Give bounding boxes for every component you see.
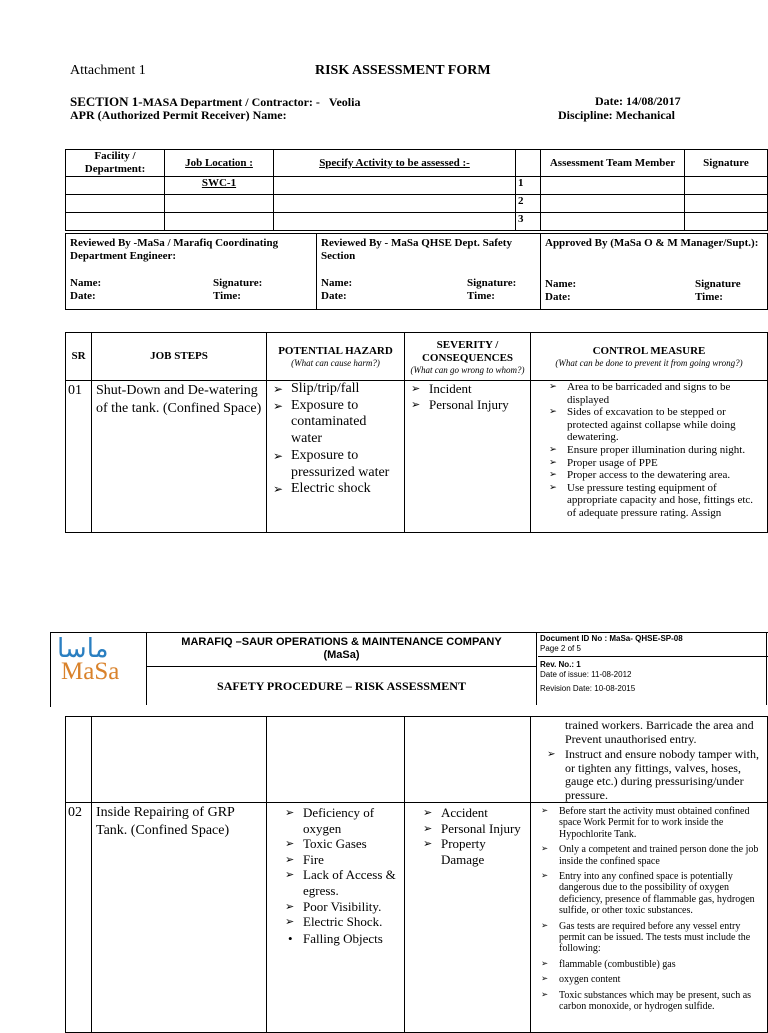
control-header-title: CONTROL MEASURE: [592, 345, 706, 357]
list-item: ➢ Before start the activity must obtained confined space Work Permit for to work inside the Hypochlorite Tank.: [539, 806, 765, 840]
time-label: Time:: [467, 290, 495, 302]
doc-id: Document ID No : MaSa- QHSE-SP-08: [540, 634, 683, 643]
list-item: ➢ Personal Injury: [421, 821, 526, 837]
continued-text: trained workers. Barricade the area and Prevent unauthorised entry.: [565, 718, 754, 746]
control-header-sub: (What can be done to prevent it from going wrong?): [555, 358, 743, 368]
list-item: ➢ Fire: [283, 852, 400, 868]
control-header: [531, 333, 768, 381]
list-item: ➢ Electric shock: [271, 481, 400, 498]
date-label: Date:: [545, 291, 571, 303]
team-header: Assessment Team Member: [541, 150, 685, 177]
list-item: ➢ Incident: [409, 381, 526, 397]
list-item: • Falling Objects: [283, 931, 400, 947]
attachment-label: Attachment 1: [70, 63, 146, 78]
signature-label: Signature:: [467, 277, 517, 289]
contractor-value: Veolia: [328, 95, 361, 109]
hazard-dot-list: [283, 931, 400, 947]
company-name: MARAFIQ –SAUR OPERATIONS & MAINTENANCE COMPANY: [181, 636, 502, 648]
logo-arabic: ماسا: [57, 634, 109, 664]
list-item: ➢ Gas tests are required before any vessel entry permit can be issued. The tests must include the following:: [539, 921, 765, 955]
activity-header: Specify Activity to be assessed :-: [274, 150, 516, 177]
control-cell: [531, 381, 768, 533]
name-label: Name:: [70, 277, 102, 289]
severity-header-sub: (What can go wrong to whom?): [410, 364, 525, 375]
apr-label: APR (Authorized Permit Receiver) Name:: [70, 108, 287, 122]
list-item: ➢ Use pressure testing equipment of appropriate capacity and hose, fittings etc. of adequate pressure rating. Assign: [547, 482, 763, 520]
company-box: [146, 633, 537, 667]
section-text: MASA Department / Contractor: -: [142, 95, 320, 109]
name-label: Name:: [545, 278, 577, 290]
approval-cell: [541, 234, 768, 310]
list-item: ➢ Accident: [421, 805, 526, 821]
hazard-header-title: POTENTIAL HAZARD: [278, 345, 393, 357]
review-table: [65, 233, 768, 310]
signature-label: Signature: [695, 278, 741, 290]
page-number: Page 2 of 5: [540, 644, 581, 653]
name-label: Name:: [321, 277, 353, 289]
list-item: ➢ Entry into any confined space is potentially dangerous due to the possibility of oxygen deficiency, presence of flammable gas, hydrogen sulfide, or other toxic substances.: [539, 871, 765, 917]
consequence-cell: [405, 803, 531, 1033]
row-number: 1: [516, 177, 541, 195]
rev-no: Rev. No.: 1: [540, 660, 581, 669]
list-item: ➢ Only a competent and trained person done the job inside the confined space: [539, 844, 765, 867]
list-item: ➢ Lack of Access & egress.: [283, 867, 400, 898]
list-item: ➢ Toxic Gases: [283, 836, 400, 852]
list-item: ➢ Personal Injury: [409, 397, 526, 413]
list-item: ➢ Instruct and ensure nobody tamper with, or tighten any fittings, valves, hoses, gauge etc.) during pressurising/under pressure.: [545, 748, 765, 802]
facility-header: Facility / Department:: [66, 150, 165, 177]
sr-cell: 01: [66, 381, 92, 533]
revision-date: Revision Date: 10-08-2015: [540, 684, 636, 693]
review-qhse-title: Reviewed By - MaSa QHSE Dept. Safety Section: [321, 237, 512, 262]
row-number: 3: [516, 213, 541, 231]
list-item: ➢ Proper usage of PPE: [547, 457, 763, 470]
job-step-cell: Inside Repairing of GRP Tank. (Confined Space): [92, 803, 267, 1033]
logo-latin: MaSa: [61, 658, 120, 685]
company-abbr: (MaSa): [323, 649, 360, 661]
consequence-list: [409, 381, 526, 413]
list-item: ➢ flammable (combustible) gas: [539, 959, 765, 970]
discipline-value: Discipline: Mechanical: [558, 108, 675, 122]
issue-date: Date of issue: 11-08-2012: [540, 670, 632, 679]
list-item: ➢ Poor Visibility.: [283, 899, 400, 915]
list-item: ➢ Ensure proper illumination during night.: [547, 444, 763, 457]
severity-header-title: SEVERITY / CONSEQUENCES: [421, 338, 514, 364]
doc-meta: [538, 633, 767, 705]
risk-table: [65, 332, 768, 533]
hazard-list: [283, 805, 400, 930]
sr-header: SR: [66, 333, 92, 381]
approval-title: Approved By (MaSa O & M Manager/Supt.):: [545, 237, 759, 249]
consequence-cell: [405, 381, 531, 533]
time-label: Time:: [695, 291, 723, 303]
list-item: ➢ Property Damage: [421, 836, 526, 867]
list-item: ➢ Area to be barricaded and signs to be displayed: [547, 381, 763, 406]
list-item: ➢ oxygen content: [539, 974, 765, 985]
hazard-header-sub: (What can cause harm?): [291, 358, 380, 368]
page2-header: [50, 632, 768, 707]
control-cell: [531, 803, 768, 1033]
sr-cell: 02: [66, 803, 92, 1033]
section-label: SECTION 1-: [70, 94, 143, 109]
risk-table-continued: [65, 716, 768, 1033]
review-engineer-title: Reviewed By -MaSa / Marafiq Coordinating Department Engineer:: [70, 237, 279, 262]
control-cell-continued: [531, 717, 768, 803]
date-label: Date:: [70, 290, 96, 302]
list-item: ➢ Exposure to pressurized water: [271, 448, 400, 481]
procedure-title: SAFETY PROCEDURE – RISK ASSESSMENT: [146, 667, 537, 705]
review-engineer-cell: [66, 234, 317, 310]
list-item: ➢ Exposure to contaminated water: [271, 398, 400, 448]
review-qhse-cell: [317, 234, 541, 310]
signature-label: Signature:: [213, 277, 263, 289]
job-steps-header: JOB STEPS: [92, 333, 267, 381]
row-number: 2: [516, 195, 541, 213]
list-item: ➢ Slip/trip/fall: [271, 381, 400, 398]
info-table: [65, 149, 768, 231]
hazard-cell: [267, 803, 405, 1033]
hazard-header: [267, 333, 405, 381]
hazard-cell: [267, 381, 405, 533]
masa-logo: [51, 633, 145, 705]
location-value: SWC-1: [165, 177, 274, 195]
job-location-header: Job Location :: [165, 150, 274, 177]
consequence-list: [421, 805, 526, 867]
time-label: Time:: [213, 290, 241, 302]
date-value: Date: 14/08/2017: [595, 94, 681, 108]
control-list: [547, 381, 763, 520]
form-title: RISK ASSESSMENT FORM: [315, 63, 491, 78]
list-item: ➢ Toxic substances which may be present, such as carbon monoxide, or hydrogen sulfide.: [539, 990, 765, 1013]
severity-header: [405, 333, 531, 381]
list-item: ➢ Sides of excavation to be stepped or protected against collapse while doing dewatering.: [547, 406, 763, 444]
continued-list: [535, 748, 765, 802]
list-item: ➢ Deficiency of oxygen: [283, 805, 400, 836]
signature-header: Signature: [685, 150, 768, 177]
list-item: ➢ Proper access to the dewatering area.: [547, 469, 763, 482]
date-label: Date:: [321, 290, 347, 302]
list-item: ➢ Electric Shock.: [283, 914, 400, 930]
job-step-cell: Shut-Down and De-watering of the tank. (Confined Space): [92, 381, 267, 533]
control-list: [539, 806, 765, 1013]
hazard-list: [271, 381, 400, 498]
